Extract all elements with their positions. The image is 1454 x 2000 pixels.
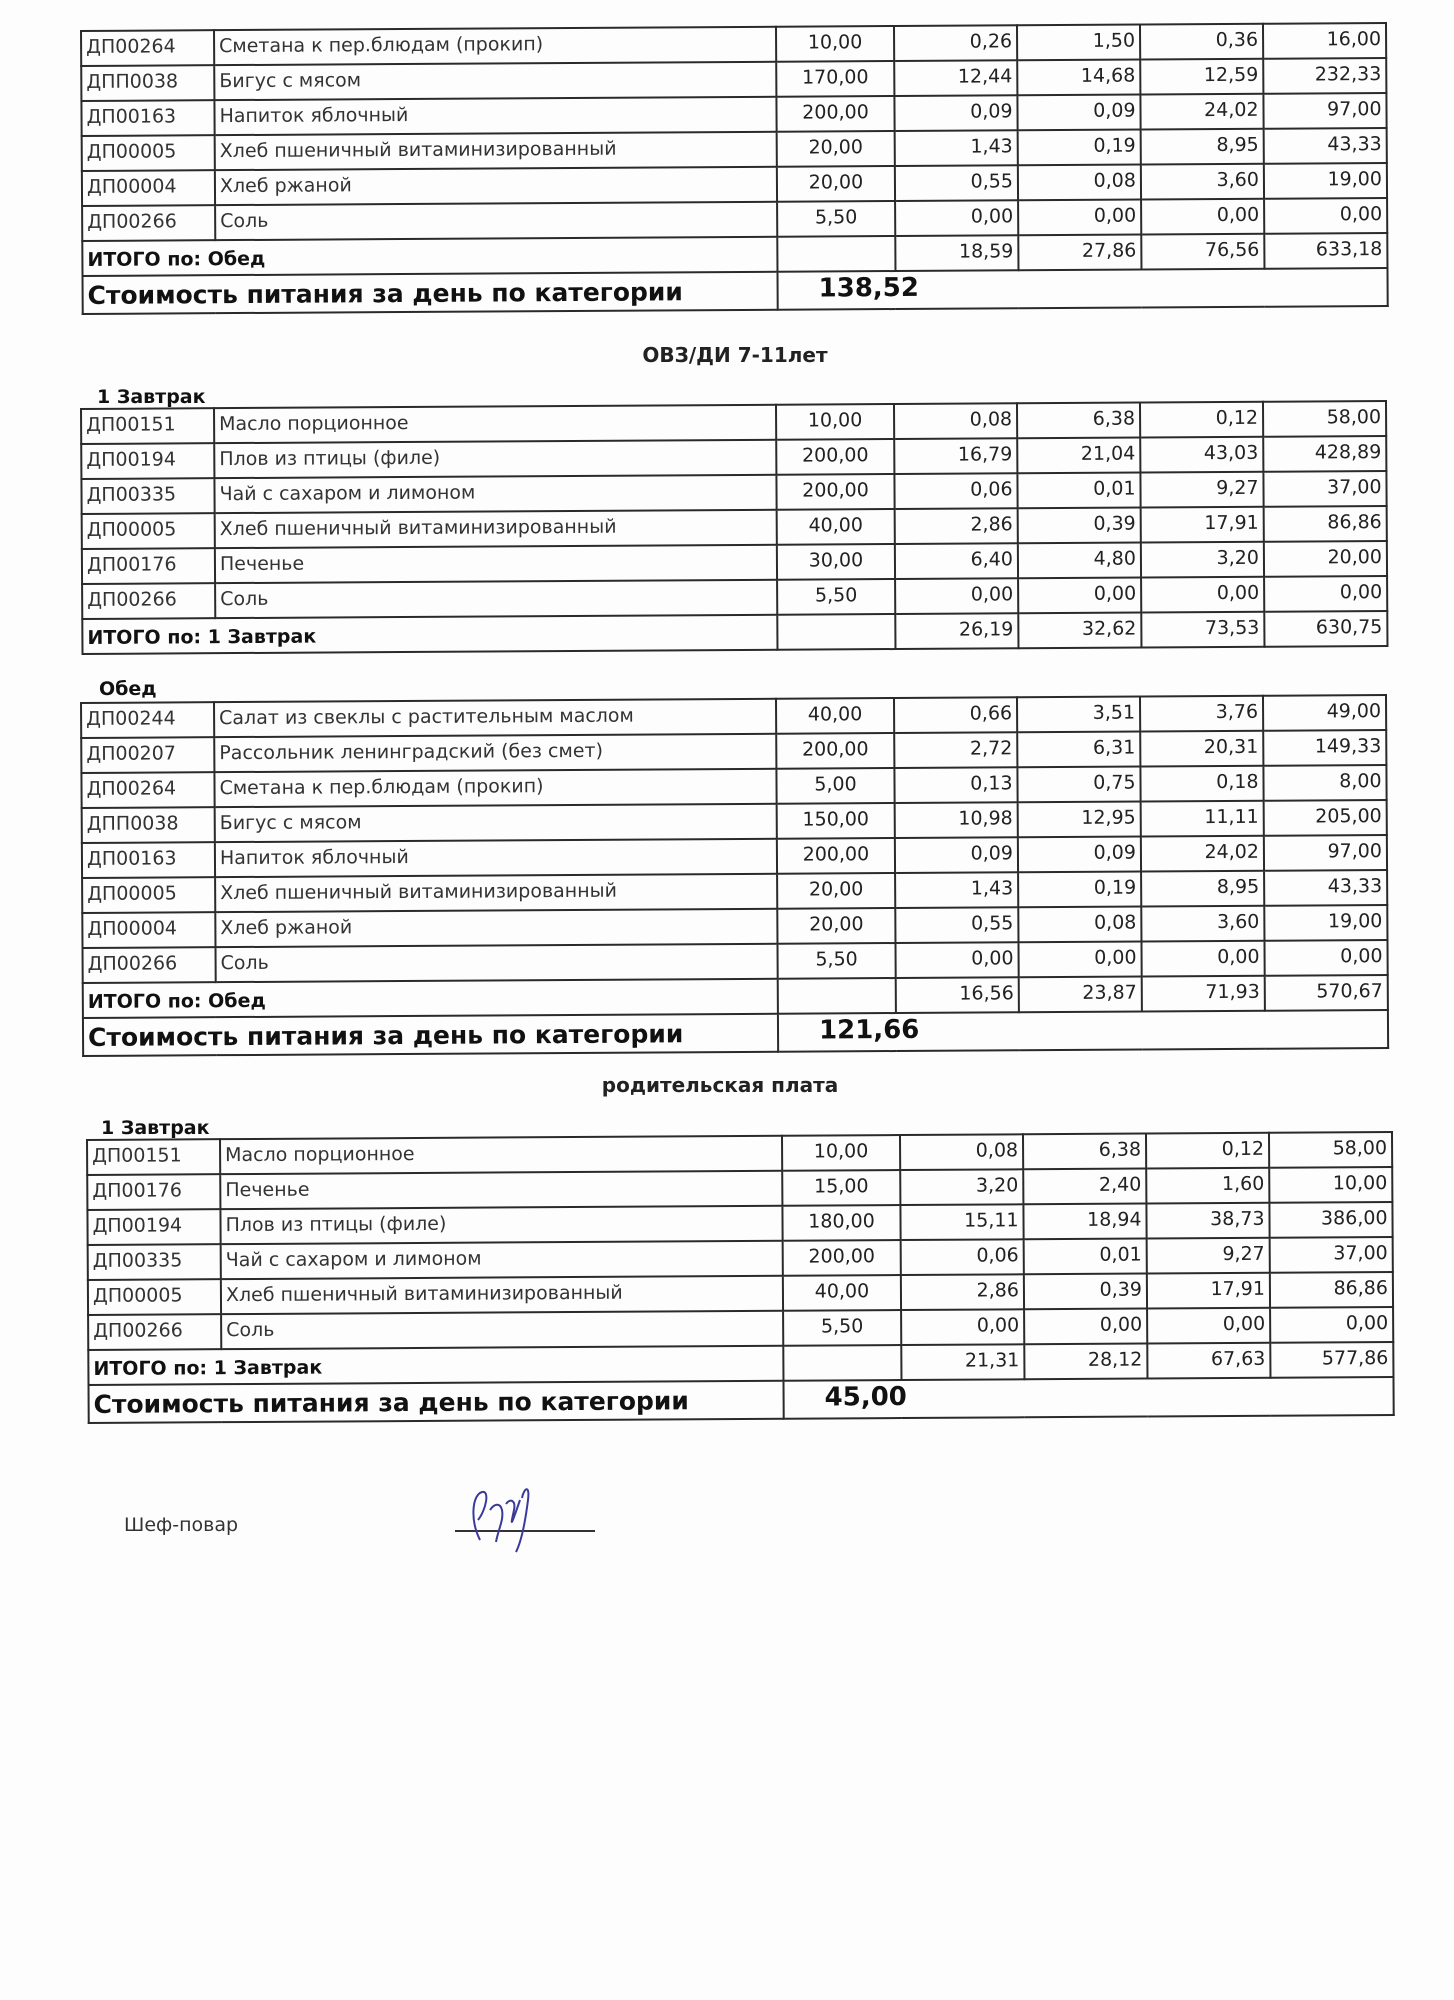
item-proteins: 15,11 (900, 1204, 1023, 1240)
item-portion: 40,00 (783, 1275, 901, 1311)
item-energy: 37,00 (1270, 1237, 1393, 1273)
item-portion: 20,00 (777, 166, 895, 202)
item-portion: 30,00 (777, 544, 895, 580)
item-proteins: 0,66 (894, 697, 1017, 733)
item-name: Хлеб пшеничный витаминизированный (221, 1276, 783, 1314)
item-portion: 15,00 (782, 1170, 900, 1206)
item-code: ДП00264 (81, 772, 214, 808)
total-portion-empty (783, 1345, 901, 1381)
item-carbohydrates: 0,00 (1141, 941, 1264, 977)
item-carbohydrates: 0,12 (1146, 1133, 1269, 1169)
item-code: ДПП0038 (82, 807, 215, 843)
item-proteins: 0,09 (895, 837, 1018, 873)
item-carbohydrates: 38,73 (1146, 1203, 1269, 1239)
table-body (81, 23, 1387, 276)
total-portion-empty (777, 236, 895, 272)
table-body (87, 1132, 1393, 1385)
item-fats: 0,01 (1024, 1239, 1147, 1275)
item-carbohydrates: 0,18 (1140, 766, 1263, 802)
item-fats: 0,00 (1018, 942, 1141, 978)
item-code: ДП00194 (81, 443, 214, 479)
item-carbohydrates: 17,91 (1141, 507, 1264, 543)
item-portion: 40,00 (777, 509, 895, 545)
item-portion: 5,50 (777, 579, 895, 615)
item-code: ДП00266 (82, 205, 215, 241)
item-carbohydrates: 12,59 (1140, 59, 1263, 95)
item-proteins: 10,98 (895, 802, 1018, 838)
total-row (82, 611, 1387, 654)
item-code: ДП00266 (82, 583, 215, 619)
item-carbohydrates: 0,36 (1140, 24, 1263, 60)
item-portion: 200,00 (776, 439, 894, 475)
item-name: Напиток яблочный (215, 839, 777, 877)
item-portion: 170,00 (776, 61, 894, 97)
item-proteins: 0,06 (894, 473, 1017, 509)
menu-table-lunch-ovz (80, 694, 1389, 1057)
item-carbohydrates: 0,00 (1147, 1308, 1270, 1344)
total-proteins: 18,59 (895, 235, 1018, 271)
table-body (81, 401, 1387, 654)
item-energy: 43,33 (1264, 128, 1387, 164)
item-portion: 200,00 (776, 474, 894, 510)
item-carbohydrates: 17,91 (1147, 1273, 1270, 1309)
item-fats: 0,00 (1024, 1309, 1147, 1345)
total-portion-empty (778, 978, 896, 1014)
item-carbohydrates: 9,27 (1140, 472, 1263, 508)
item-fats: 0,00 (1018, 200, 1141, 236)
total-label: ИТОГО по: Обед (82, 237, 777, 276)
total-energy: 630,75 (1264, 611, 1387, 647)
item-energy: 97,00 (1263, 93, 1386, 129)
item-energy: 205,00 (1264, 800, 1387, 836)
item-code: ДП00335 (81, 478, 214, 514)
item-carbohydrates: 3,60 (1141, 164, 1264, 200)
table-body (81, 695, 1388, 1018)
item-name: Масло порционное (214, 405, 776, 443)
item-name: Сметана к пер.блюдам (прокип) (214, 27, 776, 65)
item-name: Рассольник ленинградский (без смет) (214, 734, 776, 772)
total-proteins: 26,19 (895, 613, 1018, 649)
item-portion: 20,00 (777, 908, 895, 944)
item-portion: 5,50 (777, 943, 895, 979)
item-code: ДП00005 (88, 1279, 221, 1315)
item-code: ДП00163 (81, 100, 214, 136)
item-code: ДП00194 (87, 1209, 220, 1245)
item-portion: 10,00 (776, 404, 894, 440)
item-carbohydrates: 20,31 (1140, 731, 1263, 767)
item-proteins: 6,40 (895, 543, 1018, 579)
item-fats: 0,19 (1018, 130, 1141, 166)
item-carbohydrates: 9,27 (1147, 1238, 1270, 1274)
item-proteins: 0,55 (895, 165, 1018, 201)
item-carbohydrates: 1,60 (1146, 1168, 1269, 1204)
item-code: ДП00151 (87, 1139, 220, 1175)
cost-label: Стоимость питания за день по категории (83, 272, 778, 314)
item-code: ДП00207 (81, 737, 214, 773)
item-energy: 8,00 (1263, 765, 1386, 801)
item-portion: 10,00 (782, 1135, 900, 1171)
item-proteins: 0,00 (901, 1309, 1024, 1345)
item-energy: 86,86 (1270, 1272, 1393, 1308)
item-portion: 200,00 (776, 733, 894, 769)
meal-title: 1 Завтрак (101, 1117, 210, 1139)
item-carbohydrates: 11,11 (1141, 801, 1264, 837)
cost-label: Стоимость питания за день по категории (89, 1381, 784, 1423)
item-code: ДП00176 (82, 548, 215, 584)
item-name: Хлеб ржаной (215, 909, 777, 947)
total-portion-empty (777, 614, 895, 650)
item-proteins: 16,79 (894, 438, 1017, 474)
item-proteins: 0,00 (895, 200, 1018, 236)
item-portion: 40,00 (776, 698, 894, 734)
item-energy: 19,00 (1264, 905, 1387, 941)
item-code: ДП00005 (82, 135, 215, 171)
item-energy: 43,33 (1264, 870, 1387, 906)
item-energy: 428,89 (1263, 436, 1386, 472)
item-portion: 5,50 (777, 201, 895, 237)
item-energy: 97,00 (1264, 835, 1387, 871)
item-portion: 10,00 (776, 26, 894, 62)
menu-table-breakfast-parent-fee (86, 1131, 1395, 1424)
item-fats: 0,08 (1018, 165, 1141, 201)
item-energy: 0,00 (1264, 576, 1387, 612)
item-proteins: 2,72 (894, 732, 1017, 768)
total-carbohydrates: 71,93 (1142, 976, 1265, 1012)
item-name: Бигус с мясом (215, 804, 777, 842)
total-energy: 570,67 (1265, 975, 1388, 1011)
item-proteins: 0,08 (900, 1134, 1023, 1170)
item-code: ДП00264 (81, 30, 214, 66)
item-code: ДП00176 (87, 1174, 220, 1210)
item-portion: 150,00 (777, 803, 895, 839)
item-carbohydrates: 3,20 (1141, 542, 1264, 578)
item-energy: 10,00 (1269, 1167, 1392, 1203)
total-fats: 27,86 (1018, 235, 1141, 271)
item-name: Хлеб пшеничный витаминизированный (215, 132, 777, 170)
signature-label: Шеф-повар (124, 1514, 239, 1536)
item-energy: 19,00 (1264, 163, 1387, 199)
item-proteins: 0,26 (894, 25, 1017, 61)
item-energy: 0,00 (1264, 198, 1387, 234)
item-energy: 86,86 (1264, 506, 1387, 542)
cost-row (83, 268, 1388, 314)
category-title: родительская плата (601, 1073, 839, 1097)
item-proteins: 0,06 (901, 1239, 1024, 1275)
item-fats: 14,68 (1017, 60, 1140, 96)
item-code: ДП00163 (82, 842, 215, 878)
cost-value: 138,52 (777, 268, 1387, 310)
total-energy: 577,86 (1270, 1342, 1393, 1378)
item-energy: 386,00 (1269, 1202, 1392, 1238)
item-proteins: 2,86 (901, 1274, 1024, 1310)
item-proteins: 3,20 (900, 1169, 1023, 1205)
item-fats: 2,40 (1023, 1169, 1146, 1205)
item-fats: 0,08 (1018, 907, 1141, 943)
item-proteins: 1,43 (895, 130, 1018, 166)
item-code: ДП00266 (88, 1314, 221, 1350)
item-name: Печенье (215, 545, 777, 583)
cost-row (83, 1010, 1388, 1056)
item-proteins: 2,86 (895, 508, 1018, 544)
item-code: ДПП0038 (81, 65, 214, 101)
total-carbohydrates: 67,63 (1147, 1343, 1270, 1379)
item-carbohydrates: 0,12 (1140, 402, 1263, 438)
item-fats: 18,94 (1023, 1204, 1146, 1240)
item-energy: 20,00 (1264, 541, 1387, 577)
total-fats: 32,62 (1018, 613, 1141, 649)
item-code: ДП00266 (83, 947, 216, 983)
item-proteins: 0,13 (894, 767, 1017, 803)
item-fats: 0,19 (1018, 872, 1141, 908)
cost-label: Стоимость питания за день по категории (83, 1014, 778, 1056)
item-name: Соль (216, 944, 778, 982)
item-portion: 20,00 (777, 873, 895, 909)
item-energy: 149,33 (1263, 730, 1386, 766)
item-carbohydrates: 0,00 (1141, 577, 1264, 613)
item-portion: 180,00 (782, 1205, 900, 1241)
total-label: ИТОГО по: 1 Завтрак (88, 1346, 783, 1385)
item-name: Хлеб ржаной (215, 167, 777, 205)
item-carbohydrates: 3,76 (1140, 696, 1263, 732)
item-proteins: 0,00 (895, 942, 1018, 978)
item-name: Напиток яблочный (214, 97, 776, 135)
total-label: ИТОГО по: 1 Завтрак (82, 615, 777, 654)
total-label: ИТОГО по: Обед (83, 979, 778, 1018)
total-fats: 23,87 (1019, 977, 1142, 1013)
item-carbohydrates: 3,60 (1141, 906, 1264, 942)
total-carbohydrates: 73,53 (1141, 612, 1264, 648)
item-name: Плов из птицы (филе) (220, 1206, 782, 1244)
item-name: Салат из свеклы с растительным маслом (214, 699, 776, 737)
item-proteins: 0,00 (895, 578, 1018, 614)
cost-row (89, 1377, 1394, 1423)
item-name: Бигус с мясом (214, 62, 776, 100)
total-fats: 28,12 (1024, 1344, 1147, 1380)
item-fats: 12,95 (1018, 802, 1141, 838)
item-proteins: 0,09 (894, 95, 1017, 131)
item-proteins: 0,55 (895, 907, 1018, 943)
signature-icon (450, 1480, 600, 1560)
item-portion: 20,00 (777, 131, 895, 167)
item-name: Соль (215, 202, 777, 240)
item-fats: 4,80 (1018, 543, 1141, 579)
item-portion: 200,00 (776, 96, 894, 132)
item-energy: 58,00 (1269, 1132, 1392, 1168)
item-proteins: 12,44 (894, 60, 1017, 96)
item-proteins: 1,43 (895, 872, 1018, 908)
item-name: Соль (221, 1311, 783, 1349)
item-energy: 58,00 (1263, 401, 1386, 437)
item-fats: 6,31 (1017, 732, 1140, 768)
item-carbohydrates: 24,02 (1140, 94, 1263, 130)
item-name: Сметана к пер.блюдам (прокип) (214, 769, 776, 807)
item-proteins: 0,08 (894, 403, 1017, 439)
menu-table-lunch-continued (80, 22, 1389, 315)
item-fats: 0,09 (1018, 837, 1141, 873)
item-name: Хлеб пшеничный витаминизированный (215, 874, 777, 912)
item-code: ДП00004 (82, 912, 215, 948)
item-code: ДП00244 (81, 702, 214, 738)
item-name: Печенье (220, 1171, 782, 1209)
item-fats: 0,09 (1017, 95, 1140, 131)
total-carbohydrates: 76,56 (1141, 234, 1264, 270)
item-code: ДП00335 (88, 1244, 221, 1280)
cost-value: 45,00 (783, 1377, 1393, 1419)
item-portion: 200,00 (783, 1240, 901, 1276)
item-carbohydrates: 0,00 (1141, 199, 1264, 235)
item-energy: 0,00 (1270, 1307, 1393, 1343)
item-code: ДП00005 (82, 513, 215, 549)
item-code: ДП00151 (81, 408, 214, 444)
item-portion: 200,00 (777, 838, 895, 874)
item-carbohydrates: 8,95 (1141, 871, 1264, 907)
category-title: ОВЗ/ДИ 7-11лет (642, 343, 828, 367)
item-energy: 49,00 (1263, 695, 1386, 731)
item-code: ДП00004 (82, 170, 215, 206)
item-fats: 0,75 (1017, 767, 1140, 803)
item-carbohydrates: 8,95 (1141, 129, 1264, 165)
menu-table-breakfast-ovz (80, 400, 1388, 655)
item-energy: 37,00 (1263, 471, 1386, 507)
item-carbohydrates: 43,03 (1140, 437, 1263, 473)
total-proteins: 16,56 (896, 977, 1019, 1013)
total-proteins: 21,31 (901, 1344, 1024, 1380)
item-fats: 6,38 (1017, 403, 1140, 439)
item-name: Чай с сахаром и лимоном (221, 1241, 783, 1279)
item-fats: 21,04 (1017, 438, 1140, 474)
item-carbohydrates: 24,02 (1141, 836, 1264, 872)
item-fats: 0,00 (1018, 578, 1141, 614)
item-fats: 1,50 (1017, 25, 1140, 61)
item-code: ДП00005 (82, 877, 215, 913)
meal-title: Обед (99, 678, 157, 700)
item-name: Масло порционное (220, 1136, 782, 1174)
meal-title: 1 Завтрак (97, 386, 206, 408)
item-name: Плов из птицы (филе) (214, 440, 776, 478)
total-energy: 633,18 (1264, 233, 1387, 269)
item-energy: 16,00 (1263, 23, 1386, 59)
item-fats: 0,39 (1018, 508, 1141, 544)
item-energy: 232,33 (1263, 58, 1386, 94)
item-fats: 0,39 (1024, 1274, 1147, 1310)
item-fats: 6,38 (1023, 1134, 1146, 1170)
cost-value: 121,66 (778, 1010, 1388, 1052)
item-name: Соль (215, 580, 777, 618)
item-fats: 0,01 (1017, 473, 1140, 509)
item-portion: 5,00 (776, 768, 894, 804)
item-fats: 3,51 (1017, 697, 1140, 733)
item-energy: 0,00 (1264, 940, 1387, 976)
item-portion: 5,50 (783, 1310, 901, 1346)
item-name: Чай с сахаром и лимоном (214, 475, 776, 513)
item-name: Хлеб пшеничный витаминизированный (215, 510, 777, 548)
